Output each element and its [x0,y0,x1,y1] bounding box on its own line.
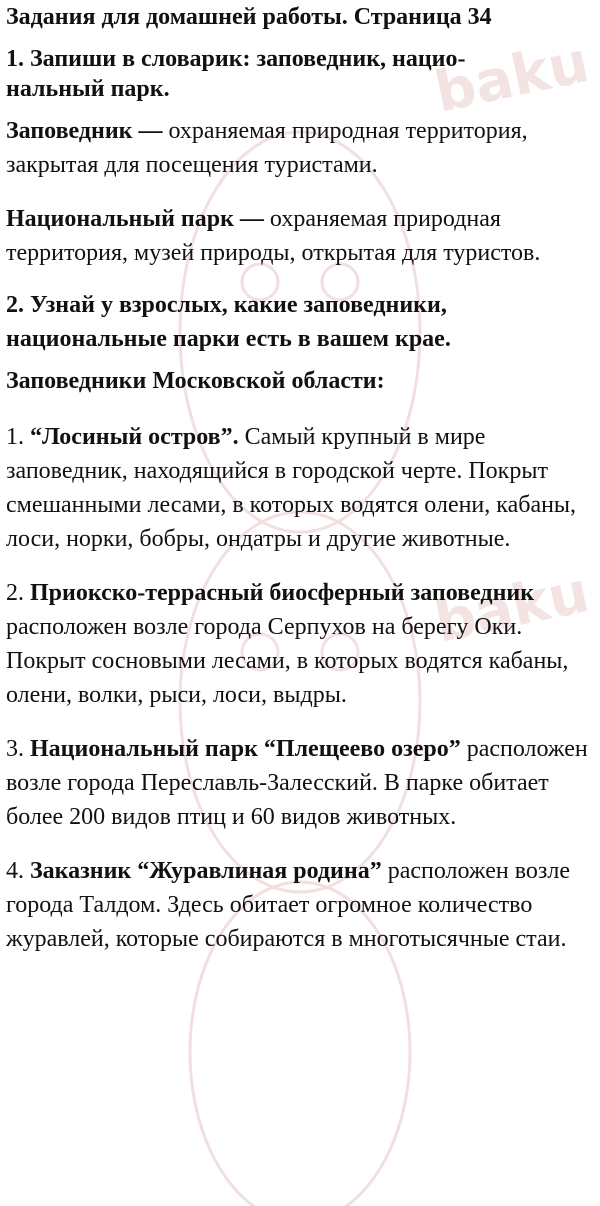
definition-term: Заповедник — [6,118,163,144]
definition-national-park [6,202,594,270]
list-item-name: Заказник “Журавлиная родина” [30,858,382,884]
list-item [6,420,594,556]
list-item [6,732,594,834]
list-item-number: 3. [6,736,30,762]
region-heading: Заповедники Московской области: [6,368,385,394]
task-1-heading-line-1: 1. Запиши в словарик: заповедник, нацио- [6,46,466,72]
list-item-name: Национальный парк “Плещеево озеро” [30,736,461,762]
list-item-name: “Лосиный остров”. [30,424,239,450]
list-item-number: 2. [6,580,30,606]
list-item-number: 4. [6,858,30,884]
list-item-name: Приокско-террасный биосферный заповедник [30,580,535,606]
task-2-heading [6,288,594,356]
list-item [6,576,594,712]
task-2-heading-line-2: национальные парки есть в вашем крае. [6,326,451,352]
task-2-heading-line-1: 2. Узнай у взрослых, какие заповедники, [6,292,447,318]
definition-text: охраняемая природная территория, закрытая для посещения туристами. [6,118,528,178]
list-item-text: расположен возле города Талдом. Здесь обитает огромное количество журавлей, которые собираются в многотысячные стаи. [6,858,570,952]
list-item-text: Самый крупный в мире заповедник, находящийся в городской черте. Покрыт смешанными лесами, в которых водятся олени, кабаны, лоси, норки, бобры, ондатры и другие животные. [6,424,577,552]
list-item-number: 1. [6,424,30,450]
watermark-text: baku [429,559,595,656]
list-item-text: расположен возле города Серпухов на берегу Оки. Покрыт сосновыми лесами, в которых водятся кабаны, олени, волки, рыси, лоси, выдры. [6,614,569,708]
definition-term: Национальный парк — [6,206,264,232]
watermark-text: baku [429,29,595,126]
list-item-text: расположен возле города Переславль-Залесский. В парке обитает более 200 видов птиц и 60 видов животных. [6,736,588,830]
list-item [6,854,594,956]
task-1-heading [6,44,594,104]
definition-text: охраняемая природная территория, музей природы, открытая для туристов. [6,206,541,266]
task-1-heading-line-2: нальный парк. [6,76,170,102]
page-title: Задания для домашней работы. Страница 34 [6,4,492,30]
definition-zapovednik [6,114,594,182]
page-content [0,2,600,956]
